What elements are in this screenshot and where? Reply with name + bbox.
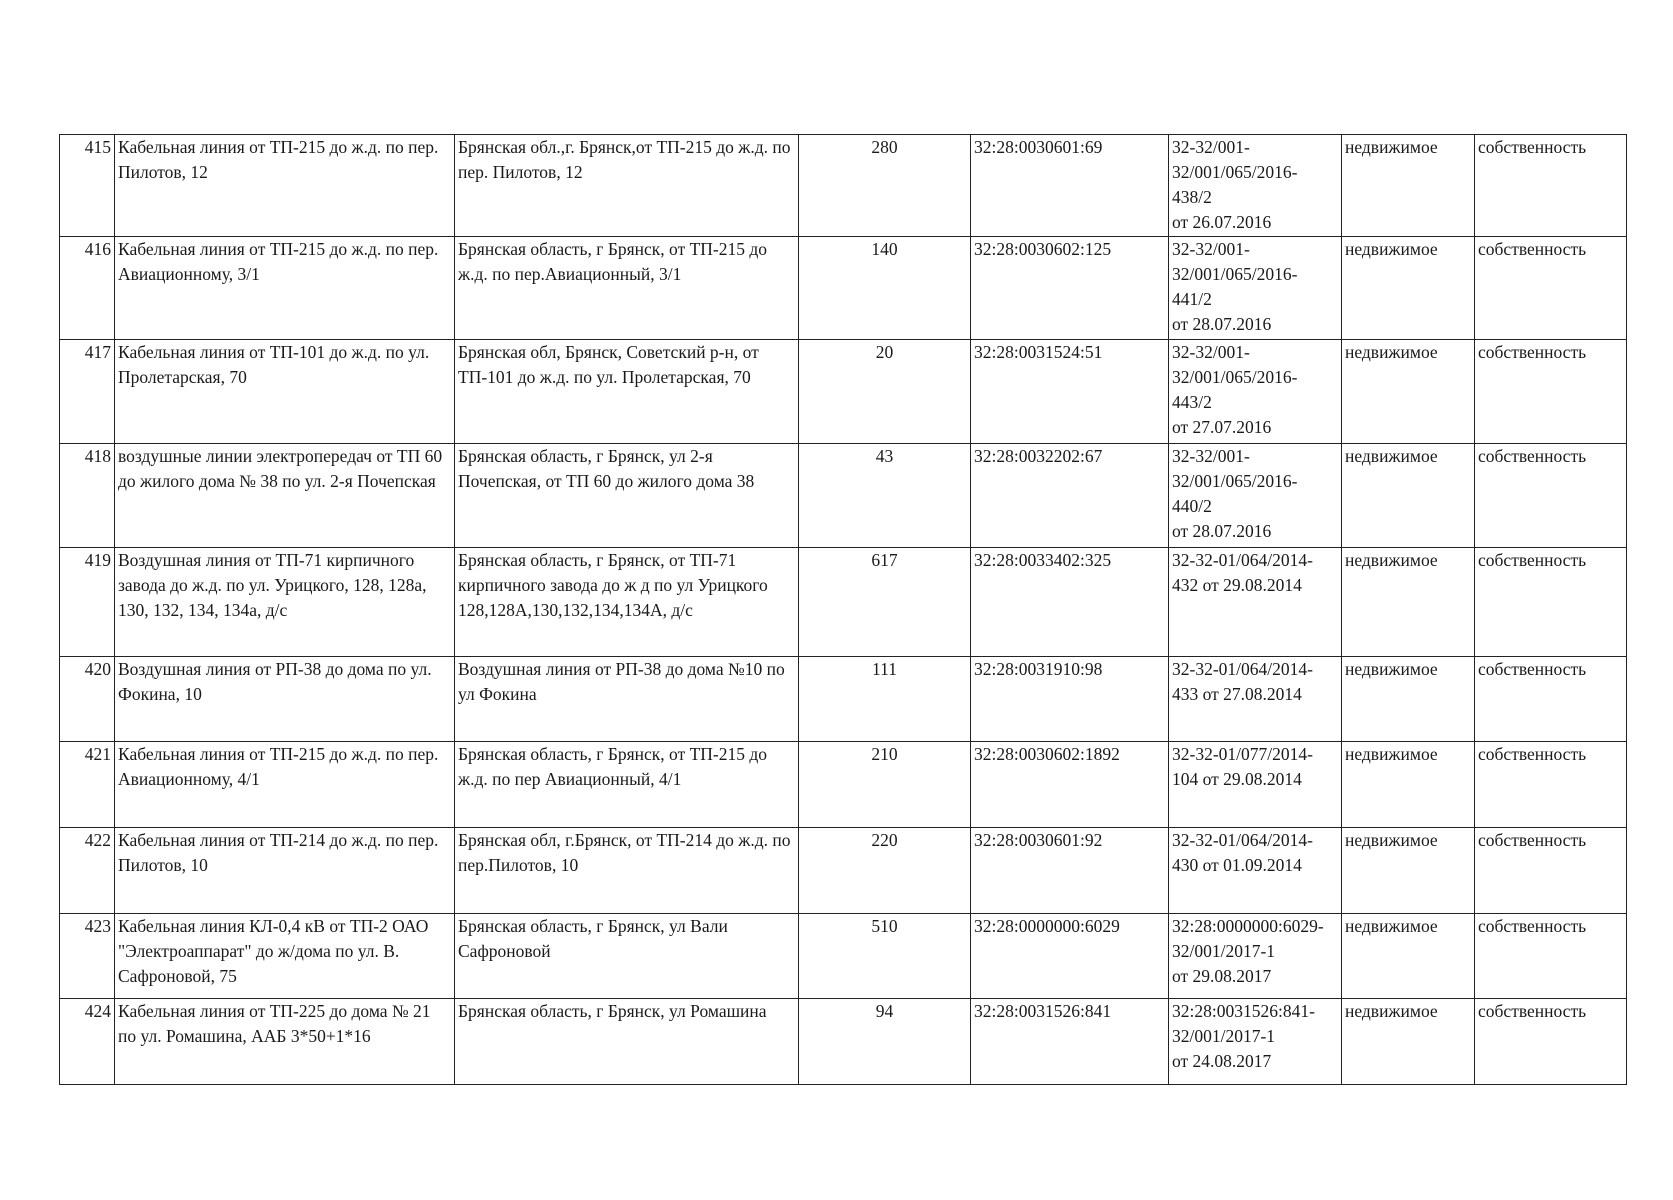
object-length: 210 — [799, 742, 971, 828]
cadastral-number: 32:28:0030601:92 — [971, 828, 1169, 914]
object-name: Кабельная линия КЛ-0,4 кВ от ТП-2 ОАО "Электроаппарат" до ж/дома по ул. В. Сафроновой, 75 — [115, 914, 455, 999]
object-address: Брянская область, г Брянск, от ТП-215 до ж.д. по пер.Авиационный, 3/1 — [455, 237, 799, 340]
row-number: 420 — [60, 657, 115, 742]
registration-record: 32-32-01/064/2014- 430 от 01.09.2014 — [1169, 828, 1342, 914]
row-number: 424 — [60, 999, 115, 1085]
cadastral-number: 32:28:0031524:51 — [971, 340, 1169, 444]
table-row — [60, 340, 1627, 444]
cadastral-number: 32:28:0031910:98 — [971, 657, 1169, 742]
registration-record: 32-32/001- 32/001/065/2016- 438/2 от 26.07.2016 — [1169, 135, 1342, 237]
table-row — [60, 237, 1627, 340]
object-length: 220 — [799, 828, 971, 914]
object-length: 43 — [799, 444, 971, 548]
table-row — [60, 135, 1627, 237]
object-name: Кабельная линия от ТП-101 до ж.д. по ул. Пролетарская, 70 — [115, 340, 455, 444]
object-length: 617 — [799, 548, 971, 657]
table-row — [60, 999, 1627, 1085]
object-address: Брянская область, г Брянск, ул Ромашина — [455, 999, 799, 1085]
right-type: собственность — [1475, 828, 1627, 914]
object-address: Брянская область, г Брянск, от ТП-215 до ж.д. по пер Авиационный, 4/1 — [455, 742, 799, 828]
property-type: недвижимое — [1342, 548, 1475, 657]
object-name: Кабельная линия от ТП-215 до ж.д. по пер. Авиационному, 3/1 — [115, 237, 455, 340]
registration-record: 32-32-01/064/2014- 432 от 29.08.2014 — [1169, 548, 1342, 657]
object-length: 111 — [799, 657, 971, 742]
object-address: Брянская область, г Брянск, от ТП-71 кирпичного завода до ж д по ул Урицкого 128,128А,130,132,134,134А, д/с — [455, 548, 799, 657]
registration-record: 32:28:0031526:841- 32/001/2017-1 от 24.08.2017 — [1169, 999, 1342, 1085]
right-type: собственность — [1475, 444, 1627, 548]
property-type: недвижимое — [1342, 828, 1475, 914]
cadastral-number: 32:28:0030601:69 — [971, 135, 1169, 237]
property-registry-table — [59, 134, 1627, 1085]
row-number: 422 — [60, 828, 115, 914]
right-type: собственность — [1475, 548, 1627, 657]
right-type: собственность — [1475, 742, 1627, 828]
property-type: недвижимое — [1342, 999, 1475, 1085]
right-type: собственность — [1475, 657, 1627, 742]
table-row — [60, 828, 1627, 914]
right-type: собственность — [1475, 999, 1627, 1085]
object-name: воздушные линии электропередач от ТП 60 до жилого дома № 38 по ул. 2-я Почепская — [115, 444, 455, 548]
table-row — [60, 548, 1627, 657]
table-row — [60, 444, 1627, 548]
row-number: 416 — [60, 237, 115, 340]
registration-record: 32-32/001- 32/001/065/2016- 441/2 от 28.07.2016 — [1169, 237, 1342, 340]
row-number: 419 — [60, 548, 115, 657]
table-body — [60, 135, 1627, 1085]
object-length: 94 — [799, 999, 971, 1085]
right-type: собственность — [1475, 340, 1627, 444]
object-name: Кабельная линия от ТП-215 до ж.д. по пер. Пилотов, 12 — [115, 135, 455, 237]
property-type: недвижимое — [1342, 657, 1475, 742]
row-number: 421 — [60, 742, 115, 828]
object-address: Брянская обл, г.Брянск, от ТП-214 до ж.д. по пер.Пилотов, 10 — [455, 828, 799, 914]
object-address: Брянская область, г Брянск, ул 2-я Почепская, от ТП 60 до жилого дома 38 — [455, 444, 799, 548]
property-type: недвижимое — [1342, 340, 1475, 444]
table-row — [60, 742, 1627, 828]
object-address: Брянская обл, Брянск, Советский р-н, от ТП-101 до ж.д. по ул. Пролетарская, 70 — [455, 340, 799, 444]
cadastral-number: 32:28:0033402:325 — [971, 548, 1169, 657]
property-type: недвижимое — [1342, 237, 1475, 340]
object-name: Воздушная линия от ТП-71 кирпичного завода до ж.д. по ул. Урицкого, 128, 128а, 130, 132, 134, 134а, д/с — [115, 548, 455, 657]
table-row — [60, 657, 1627, 742]
object-length: 280 — [799, 135, 971, 237]
cadastral-number: 32:28:0030602:125 — [971, 237, 1169, 340]
registration-record: 32-32-01/064/2014- 433 от 27.08.2014 — [1169, 657, 1342, 742]
right-type: собственность — [1475, 135, 1627, 237]
object-name: Кабельная линия от ТП-225 до дома № 21 по ул. Ромашина, ААБ 3*50+1*16 — [115, 999, 455, 1085]
registration-record: 32:28:0000000:6029- 32/001/2017-1 от 29.08.2017 — [1169, 914, 1342, 999]
property-type: недвижимое — [1342, 444, 1475, 548]
object-address: Воздушная линия от РП-38 до дома №10 по ул Фокина — [455, 657, 799, 742]
object-length: 510 — [799, 914, 971, 999]
registration-record: 32-32/001- 32/001/065/2016- 440/2 от 28.07.2016 — [1169, 444, 1342, 548]
cadastral-number: 32:28:0031526:841 — [971, 999, 1169, 1085]
right-type: собственность — [1475, 237, 1627, 340]
row-number: 417 — [60, 340, 115, 444]
object-name: Воздушная линия от РП-38 до дома по ул. Фокина, 10 — [115, 657, 455, 742]
cadastral-number: 32:28:0000000:6029 — [971, 914, 1169, 999]
registration-record: 32-32/001- 32/001/065/2016- 443/2 от 27.07.2016 — [1169, 340, 1342, 444]
property-type: недвижимое — [1342, 135, 1475, 237]
row-number: 423 — [60, 914, 115, 999]
cadastral-number: 32:28:0032202:67 — [971, 444, 1169, 548]
row-number: 418 — [60, 444, 115, 548]
object-name: Кабельная линия от ТП-214 до ж.д. по пер. Пилотов, 10 — [115, 828, 455, 914]
object-length: 140 — [799, 237, 971, 340]
object-name: Кабельная линия от ТП-215 до ж.д. по пер. Авиационному, 4/1 — [115, 742, 455, 828]
row-number: 415 — [60, 135, 115, 237]
object-length: 20 — [799, 340, 971, 444]
property-type: недвижимое — [1342, 914, 1475, 999]
table-row — [60, 914, 1627, 999]
object-address: Брянская область, г Брянск, ул Вали Сафроновой — [455, 914, 799, 999]
registration-record: 32-32-01/077/2014- 104 от 29.08.2014 — [1169, 742, 1342, 828]
object-address: Брянская обл.,г. Брянск,от ТП-215 до ж.д. по пер. Пилотов, 12 — [455, 135, 799, 237]
right-type: собственность — [1475, 914, 1627, 999]
cadastral-number: 32:28:0030602:1892 — [971, 742, 1169, 828]
property-type: недвижимое — [1342, 742, 1475, 828]
